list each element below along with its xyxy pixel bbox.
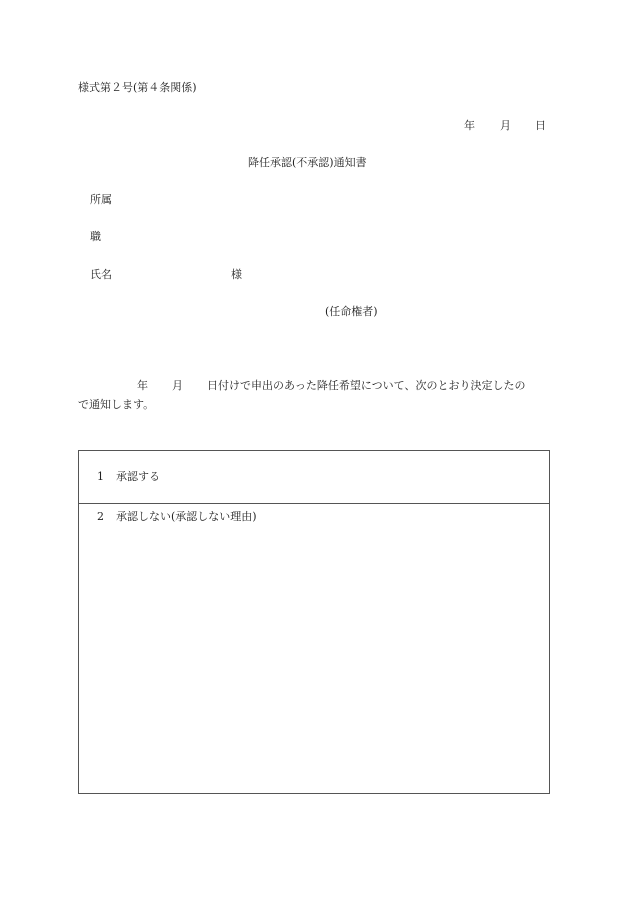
document-title: 降任承認(不承認)通知書 [248, 156, 367, 169]
appointing-authority: (任命権者) [325, 305, 378, 318]
date-day: 日 [535, 119, 546, 132]
date-year: 年 [464, 119, 475, 132]
honorific: 様 [231, 268, 242, 281]
body-line-1: 日付けで申出のあった降任希望について、次のとおり決定したの [207, 379, 526, 392]
option-2-number: 2 [97, 510, 104, 523]
body-line-2: で通知します。 [78, 398, 155, 411]
option-disapprove: 承認しない(承認しない理由) [116, 510, 257, 523]
decision-box [78, 450, 550, 794]
body-month: 月 [172, 379, 183, 392]
body-year: 年 [137, 379, 148, 392]
date-month: 月 [500, 119, 511, 132]
option-approve: 承認する [116, 470, 160, 483]
name-label: 氏名 [90, 268, 112, 281]
box-divider [79, 503, 549, 504]
form-number: 様式第２号(第４条関係) [78, 81, 197, 94]
affiliation-label: 所属 [90, 193, 112, 206]
option-1-number: 1 [97, 470, 104, 483]
position-label: 職 [90, 230, 101, 243]
